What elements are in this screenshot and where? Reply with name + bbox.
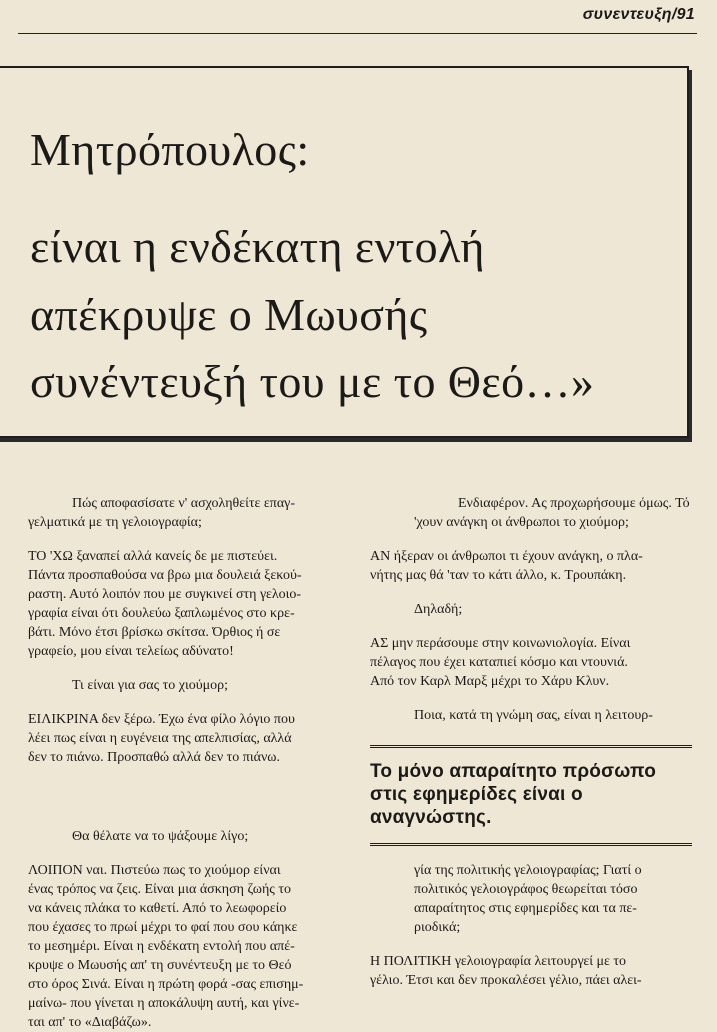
answer-paragraph <box>28 547 360 661</box>
text-line: στις εφημερίδες είναι ο <box>370 784 583 805</box>
text-line: ΑΣ μην περάσουμε στην κοινωνιολογία. Είναι <box>370 636 631 651</box>
text-line: Θα θέλατε να το ψάξουμε λίγο; <box>72 829 249 844</box>
question-paragraph <box>28 676 360 695</box>
answer-paragraph <box>370 547 692 585</box>
headline-line-2: είναι η ενδέκατη εντολή <box>30 221 485 272</box>
text-line: ραστη. Αυτό λοιπόν που με συγκινεί στη γελοιο- <box>28 587 302 602</box>
text-line: γέλιο. Έτσι και δεν προκαλέσει γέλιο, πάει αλει- <box>370 973 642 988</box>
text-line: λέει πως είναι η ευγένεια της απελπισίας, αλλά <box>28 731 292 746</box>
answer-paragraph <box>370 634 692 691</box>
text-line: απαραίτητος στις εφημερίδες και τα πε- <box>414 901 637 916</box>
pull-quote-bottom-rule <box>370 843 692 846</box>
text-line: γελματικά με τη γελοιογραφία; <box>28 515 202 530</box>
text-line: γραφία είναι ότι δουλεύω ξαπλωμένος στο κρε- <box>28 606 295 621</box>
text-line: το μεσημέρι. Είναι η ενδέκατη εντολή που απέ- <box>28 939 295 954</box>
text-line: ΕΙΛΙΚΡΙΝΑ δεν ξέρω. Έχω ένα φίλο λόγιο που <box>28 712 295 727</box>
text-line: μαίνω- που γίνεται η αποκάλυψη αυτή, και γίνε- <box>28 996 300 1011</box>
text-line: βάτι. Μόνο έτσι βρίσκω σκίτσα. Όρθιος ή σε <box>28 625 281 640</box>
text-line: Πάντα προσπαθούσα να βρω μια δουλειά ξεκού- <box>28 568 302 583</box>
text-line: να κάνεις πλάκα το καθετί. Από το λεωφορείο <box>28 901 287 916</box>
right-column <box>370 494 692 990</box>
continued-paragraph <box>414 494 692 532</box>
text-line: γία της πολιτικής γελοιογραφίας; Γιατί ο <box>414 863 642 878</box>
header-rule <box>18 33 697 34</box>
text-line: Τι είναι για σας το χιούμορ; <box>72 678 229 693</box>
text-line: ΤΟ 'ΧΩ ξαναπεί αλλά κανείς δε με πιστεύει. <box>28 549 278 564</box>
answer-paragraph <box>28 710 360 767</box>
text-line: ένας τρόπος να ζεις. Είναι μια άσκηση ζωής το <box>28 882 291 897</box>
question-paragraph <box>28 494 360 532</box>
text-line: που έχασες το πρωί μέχρι το φαί που σου κάηκε <box>28 920 298 935</box>
headline-line-3: απέκρυψε ο Μωυσής <box>30 289 428 340</box>
text-line: ΛΟΙΠΟΝ ναι. Πιστεύω πως το χιούμορ είναι <box>28 863 281 878</box>
question-paragraph <box>28 827 360 846</box>
left-column <box>28 494 360 1032</box>
question-paragraph <box>370 706 692 725</box>
text-line: πολιτικός γελοιογράφος θεωρείται τόσο <box>414 882 638 897</box>
answer-paragraph <box>28 861 360 1032</box>
section-header: συνεντευξη/91 <box>582 6 695 23</box>
question-paragraph <box>370 861 692 937</box>
text-line: Η ΠΟΛΙΤΙΚΗ γελοιογραφία λειτουργεί με το <box>370 954 627 969</box>
headline-line-4: συνέντευξή του με το Θεό…» <box>30 356 595 407</box>
text-line: ΑΝ ήξεραν οι άνθρωποι τι έχουν ανάγκη, ο πλα- <box>370 549 643 564</box>
text-line: νήτης μας θά 'ταν το κάτι άλλο, κ. Τρουπάκη. <box>370 568 627 583</box>
answer-paragraph <box>370 952 692 990</box>
text-line: Ενδιαφέρον. Ας προχωρήσουμε όμως. Τό <box>458 496 690 511</box>
text-line: δεν το πιάνω. Προσπαθώ αλλά δεν το πιάνω. <box>28 750 281 765</box>
text-line: Ποια, κατά τη γνώμη σας, είναι η λειτουρ- <box>414 708 653 723</box>
text-line: 'χουν ανάγκη οι άνθρωποι το χιούμορ; <box>414 515 629 530</box>
text-line: γραφείο, μου είναι τελείως αδύνατο! <box>28 644 234 659</box>
text-line: Πώς αποφασίσατε ν' ασχοληθείτε επαγ- <box>72 496 296 511</box>
pull-quote-box <box>370 745 692 846</box>
text-line: ται απ' το «Διαβάζω». <box>28 1015 152 1030</box>
text-line: στο όρος Σινά. Είναι η πρώτη φορά -σας επισημ- <box>28 977 304 992</box>
headline-line-1: Μητρόπουλος: <box>30 124 310 175</box>
text-line: κρυψε ο Μωυσής απ' τη συνέντευξη με το Θεό <box>28 958 292 973</box>
text-line: πέλαγος που έχει καταπιεί κόσμο και ντουνιά. <box>370 655 628 670</box>
text-line: αναγνώστης. <box>370 807 492 828</box>
text-line: Δηλαδή; <box>414 602 463 617</box>
text-line: ριοδικά; <box>414 920 461 935</box>
text-line: Το μόνο απαραίτητο πρόσωπο <box>370 761 657 782</box>
question-paragraph <box>370 600 692 619</box>
pull-quote <box>370 748 692 843</box>
text-line: Από τον Καρλ Μαρξ μέχρι το Χάρυ Κλυν. <box>370 674 610 689</box>
